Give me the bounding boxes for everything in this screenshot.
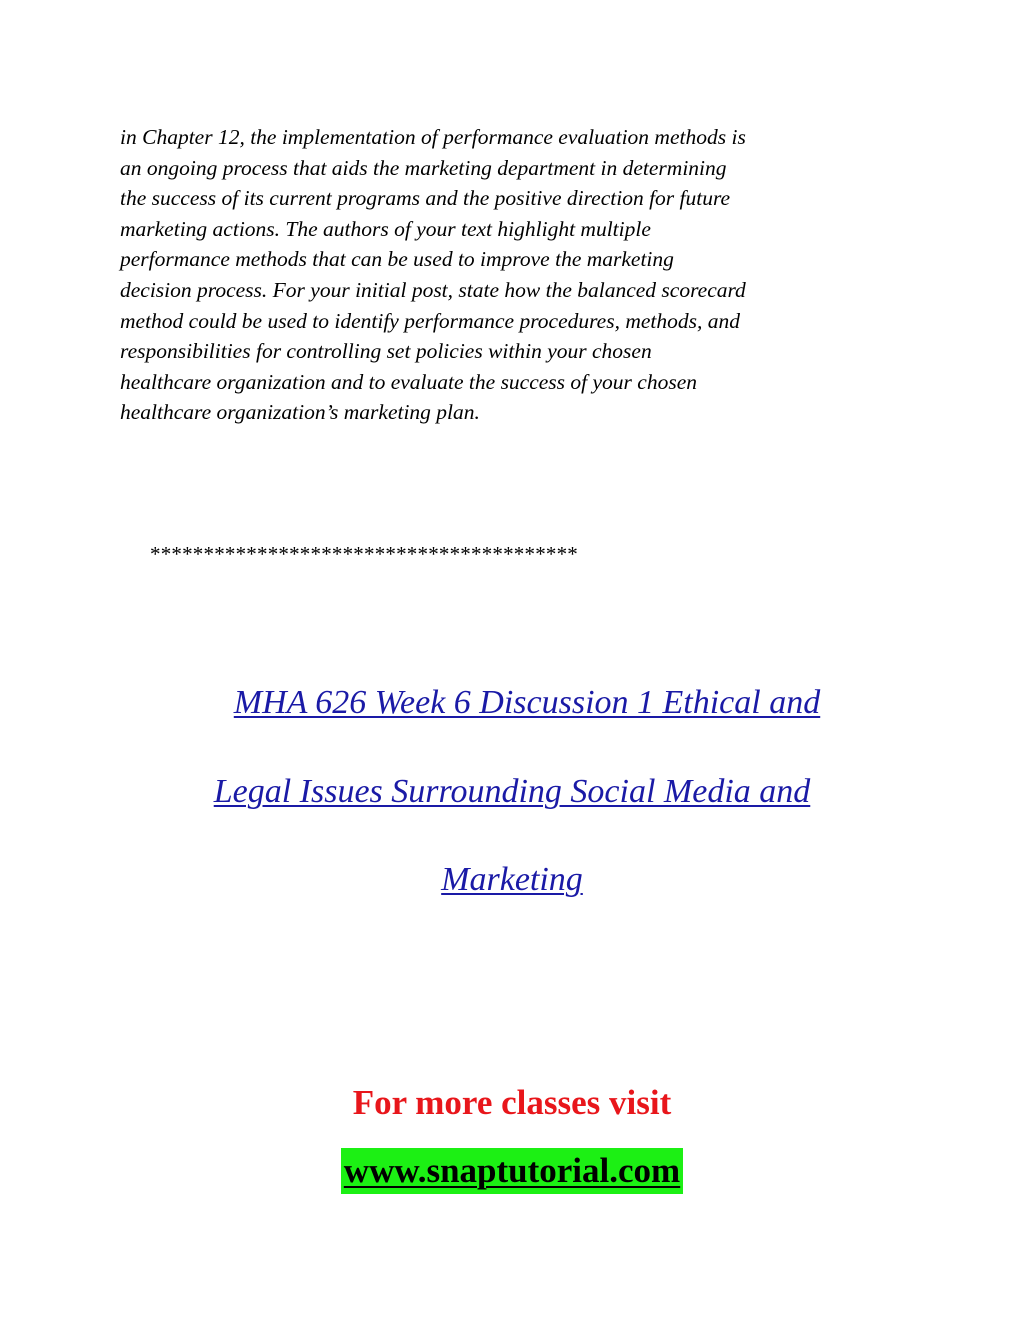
title-link-line-1[interactable]: MHA 626 Week 6 Discussion 1 Ethical and bbox=[233, 684, 821, 721]
paragraph-line: marketing actions. The authors of your text highlight multiple bbox=[120, 216, 651, 241]
title-link-line-3[interactable]: Marketing bbox=[441, 861, 583, 898]
paragraph-line: the success of its current programs and the positive direction for future bbox=[120, 186, 731, 211]
title-link-line-1-container bbox=[0, 684, 1024, 722]
paragraph-line: in Chapter 12, the implementation of performance evaluation methods is bbox=[120, 125, 746, 149]
paragraph-line: method could be used to identify performance procedures, methods, and bbox=[120, 308, 740, 333]
paragraph-line: decision process. For your initial post, state how the balanced scorecard bbox=[120, 277, 746, 302]
paragraph-line: healthcare organization and to evaluate the success of your chosen bbox=[120, 369, 698, 394]
paragraph-line: performance methods that can be used to improve the marketing bbox=[120, 247, 674, 272]
title-link-line-2-container bbox=[0, 773, 1024, 811]
paragraph-line: healthcare organization’s marketing plan. bbox=[120, 400, 480, 425]
title-link-line-3-container bbox=[0, 861, 1024, 899]
paragraph-line: an ongoing process that aids the marketing department in determining bbox=[120, 155, 727, 180]
asterisk-separator: **************************************** bbox=[150, 542, 578, 566]
body-paragraph bbox=[120, 122, 920, 428]
promo-url-container bbox=[0, 1148, 1024, 1194]
promo-url-link[interactable]: www.snaptutorial.com bbox=[341, 1148, 683, 1194]
promo-heading: For more classes visit bbox=[352, 1083, 672, 1122]
title-link-line-2[interactable]: Legal Issues Surrounding Social Media and bbox=[213, 773, 811, 810]
paragraph-line: responsibilities for controlling set policies within your chosen bbox=[120, 339, 652, 364]
